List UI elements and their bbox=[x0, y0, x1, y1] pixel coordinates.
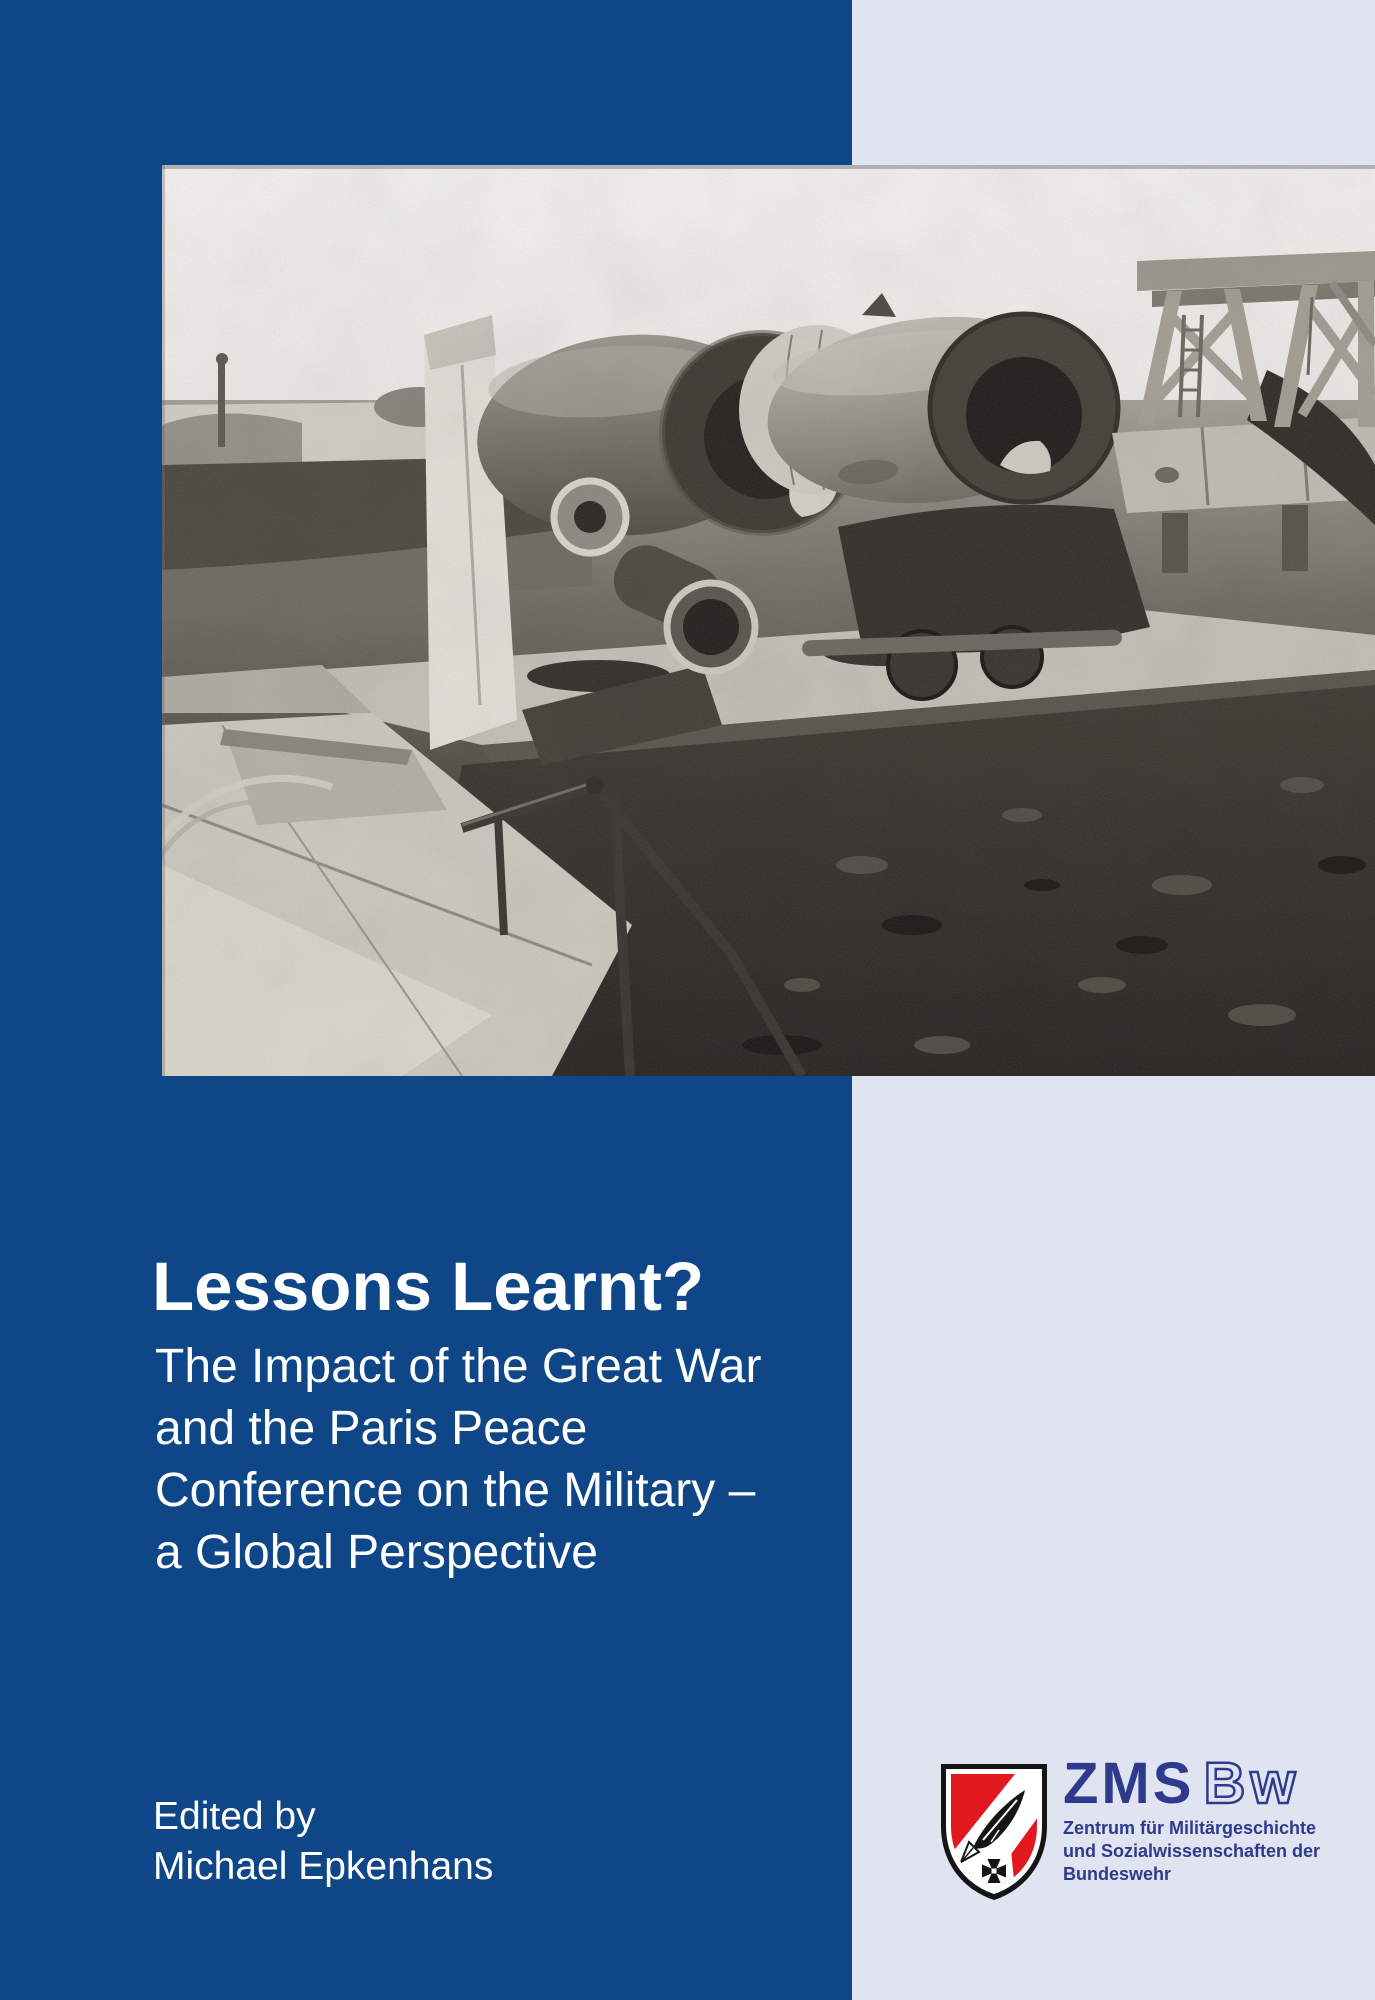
tagline-line-1: Zentrum für Militärgeschichte bbox=[1063, 1818, 1317, 1838]
zmsbw-crest-icon bbox=[933, 1756, 1055, 1908]
editor-block bbox=[153, 1792, 493, 1892]
publisher-crest bbox=[933, 1756, 1055, 1908]
tagline-line-3: Bundeswehr bbox=[1063, 1864, 1172, 1884]
publisher-acronym bbox=[1063, 1751, 1320, 1816]
cover-photo bbox=[162, 165, 1375, 1076]
bw-wordmark: Bw bbox=[1203, 1751, 1301, 1816]
subtitle-line-1: The Impact of the Great War bbox=[155, 1340, 762, 1393]
editor-label: Edited by bbox=[153, 1795, 316, 1838]
cover-photo-illustration bbox=[162, 165, 1375, 1076]
book-subtitle bbox=[155, 1336, 761, 1584]
editor-name: Michael Epkenhans bbox=[153, 1845, 494, 1888]
subtitle-line-2: and the Paris Peace bbox=[155, 1402, 588, 1455]
subtitle-line-3: Conference on the Military – bbox=[155, 1464, 756, 1517]
subtitle-line-4: a Global Perspective bbox=[155, 1526, 598, 1579]
publisher-logo bbox=[1063, 1751, 1321, 1886]
publisher-tagline bbox=[1063, 1817, 1320, 1886]
tagline-line-2: und Sozialwissenschaften der bbox=[1063, 1841, 1321, 1861]
zms-wordmark: ZMS bbox=[1063, 1751, 1195, 1816]
book-title: Lessons Learnt? bbox=[152, 1248, 705, 1326]
